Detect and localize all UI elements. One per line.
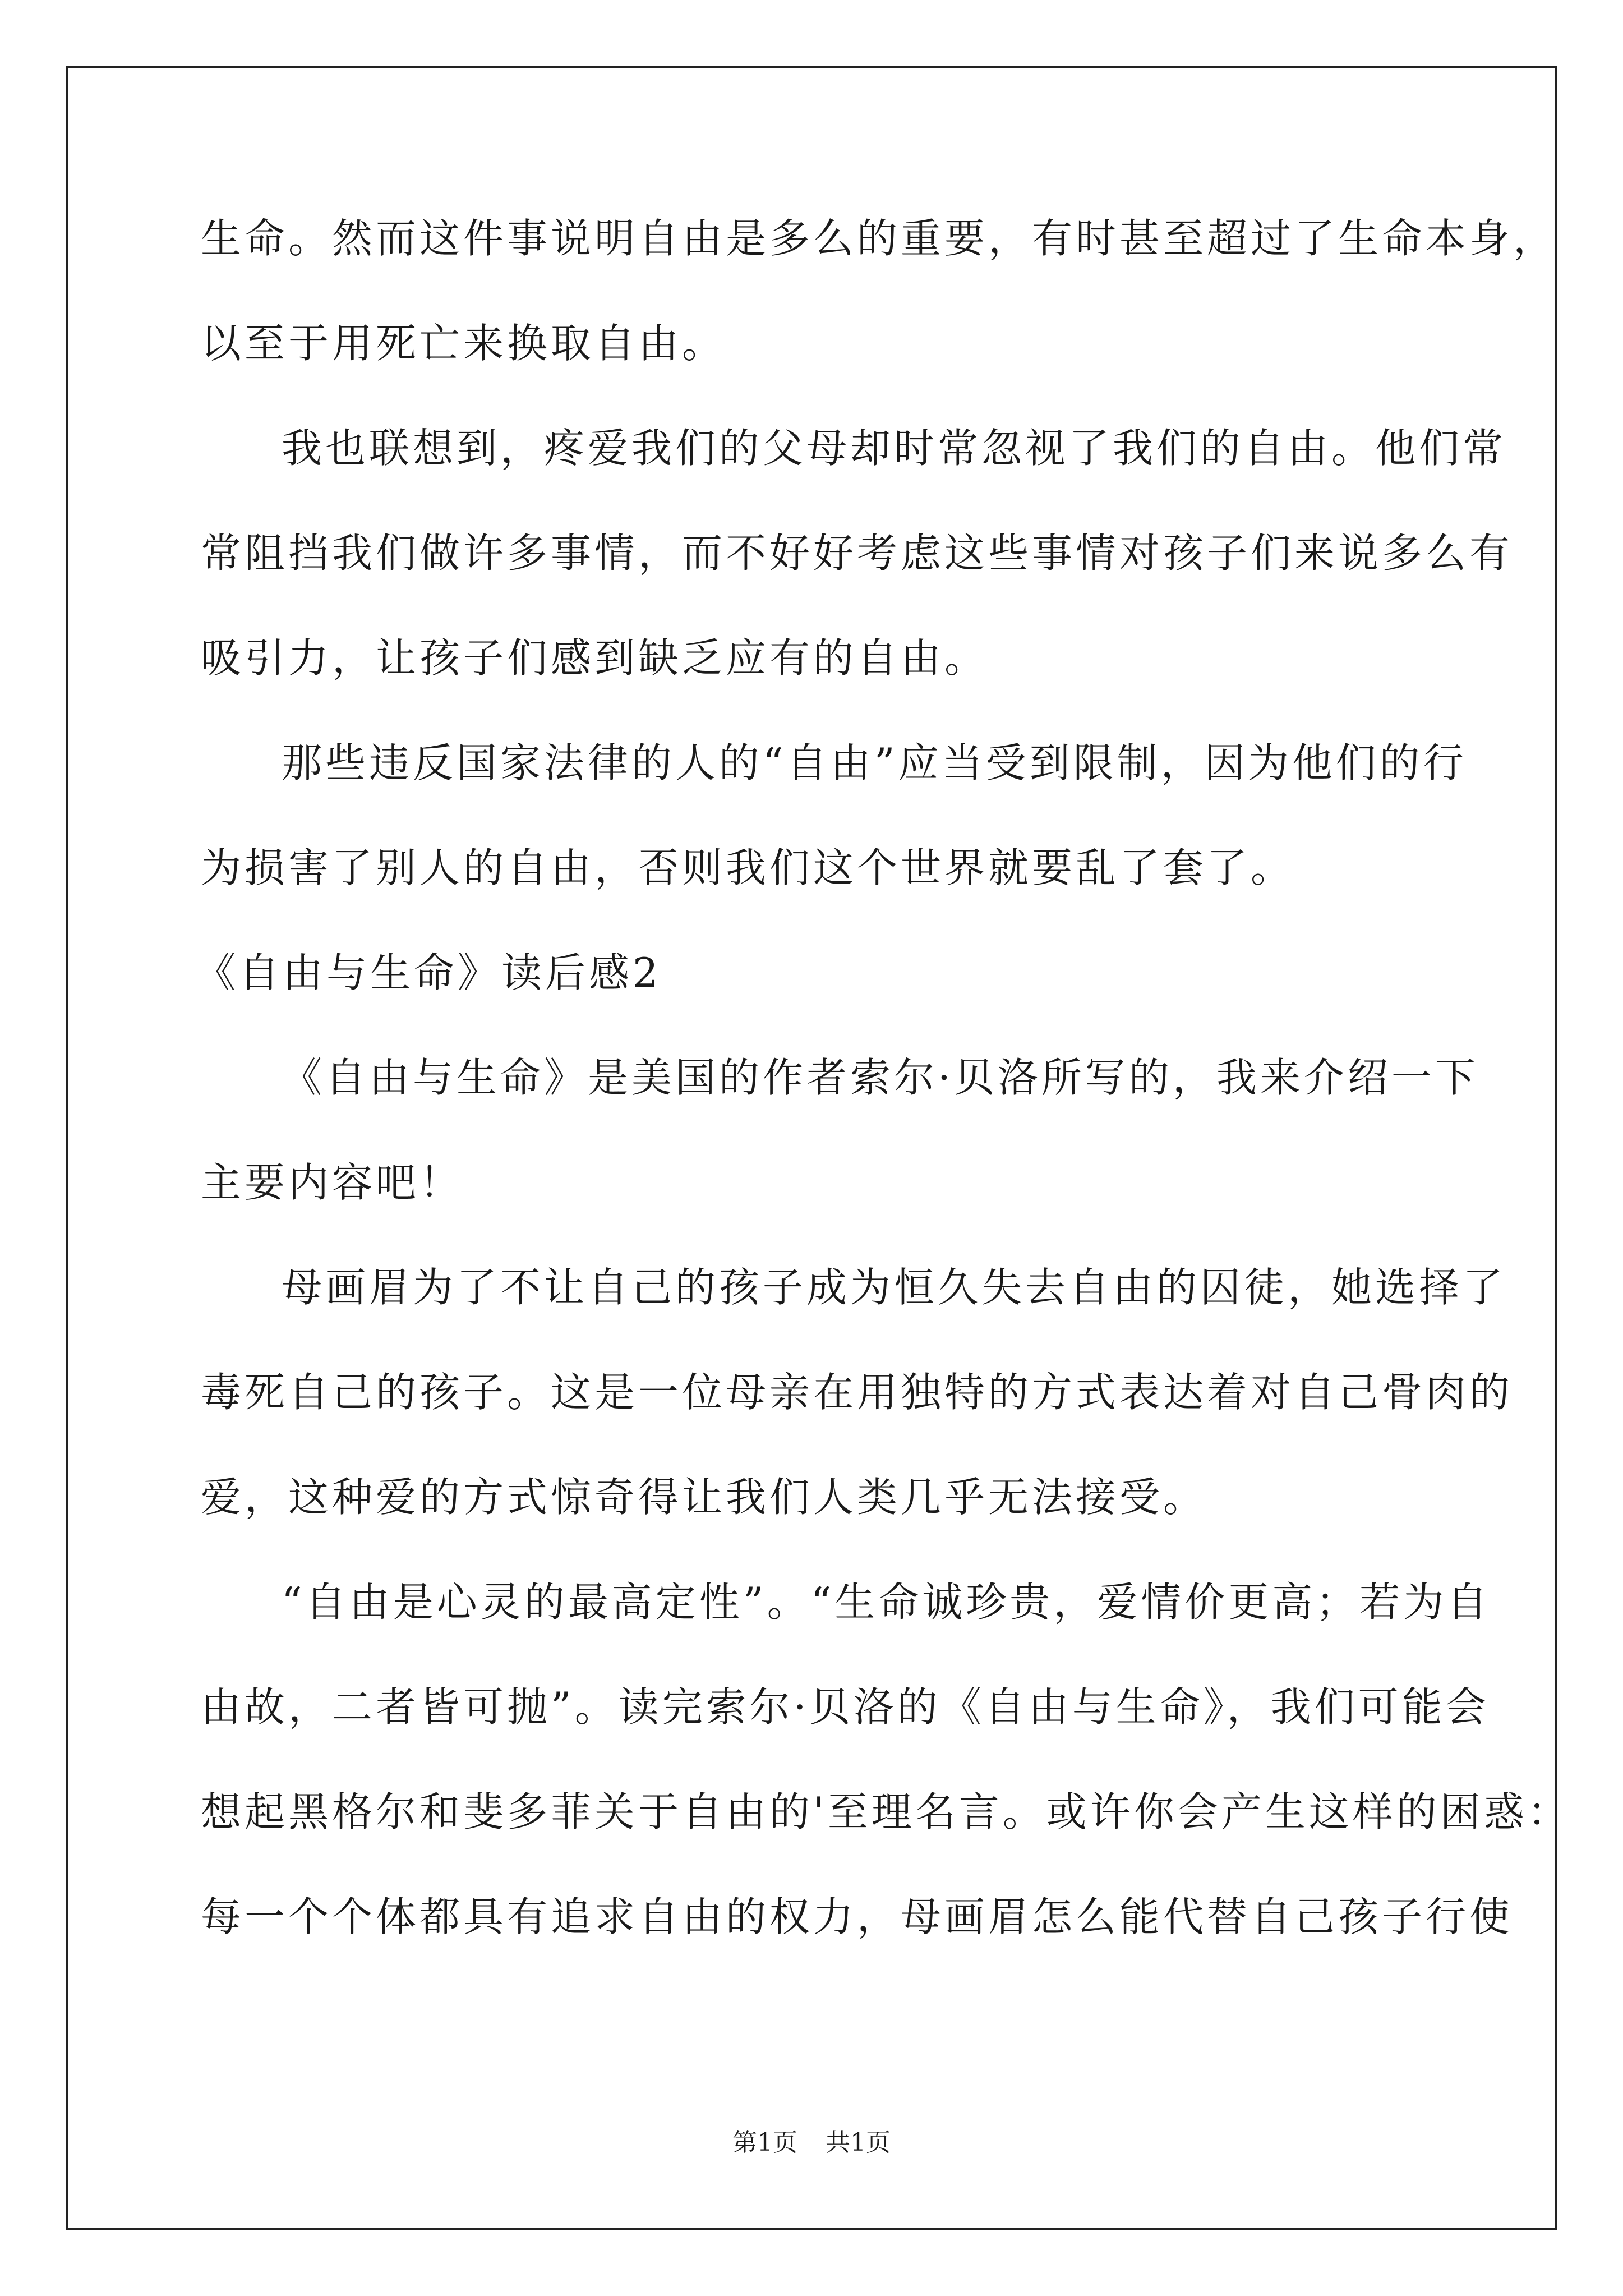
section-heading: 《自由与生命》读后感2: [195, 949, 662, 996]
paragraph-start-line: 我也联想到，疼爱我们的父母却时常忽视了我们的自由。他们常: [282, 425, 1507, 472]
text-line: 想起黑格尔和斐多菲关于自由的'至理名言。或许你会产生这样的困惑：: [201, 1788, 1571, 1835]
text-line: 以至于用死亡来换取自由。: [201, 320, 726, 367]
text-line: 爱，这种爱的方式惊奇得让我们人类几乎无法接受。: [201, 1474, 1207, 1521]
paragraph-start-line: 母画眉为了不让自己的孩子成为恒久失去自由的囚徒，她选择了: [282, 1264, 1507, 1311]
text-line: 生命。然而这件事说明自由是多么的重要，有时甚至超过了生命本身，: [201, 215, 1557, 262]
text-line: 每一个个体都具有追求自由的权力，母画眉怎么能代替自己孩子行使: [201, 1893, 1514, 1940]
text-line: 主要内容吧！: [201, 1159, 464, 1206]
paragraph-start-line: “自由是心灵的最高定性”。“生命诚珍贵，爱情价更高；若为自: [282, 1579, 1491, 1626]
paragraph-start-line: 《自由与生命》是美国的作者索尔·贝洛所写的，我来介绍一下: [282, 1054, 1479, 1101]
text-line: 毒死自己的孩子。这是一位母亲在用独特的方式表达着对自己骨肉的: [201, 1369, 1514, 1416]
paragraph-start-line: 那些违反国家法律的人的“自由”应当受到限制，因为他们的行: [282, 739, 1467, 786]
page-number: 第1页: [732, 2128, 797, 2157]
text-line: 为损害了别人的自由，否则我们这个世界就要乱了套了。: [201, 844, 1295, 891]
total-pages: 共1页: [826, 2128, 891, 2157]
text-line: 吸引力，让孩子们感到缺乏应有的自由。: [201, 634, 989, 682]
page-footer: [0, 2126, 1623, 2160]
text-line: 常阻挡我们做许多事情，而不好好考虑这些事情对孩子们来说多么有: [201, 530, 1514, 577]
text-line: 由故，二者皆可抛”。读完索尔·贝洛的《自由与生命》，我们可能会: [201, 1683, 1490, 1731]
